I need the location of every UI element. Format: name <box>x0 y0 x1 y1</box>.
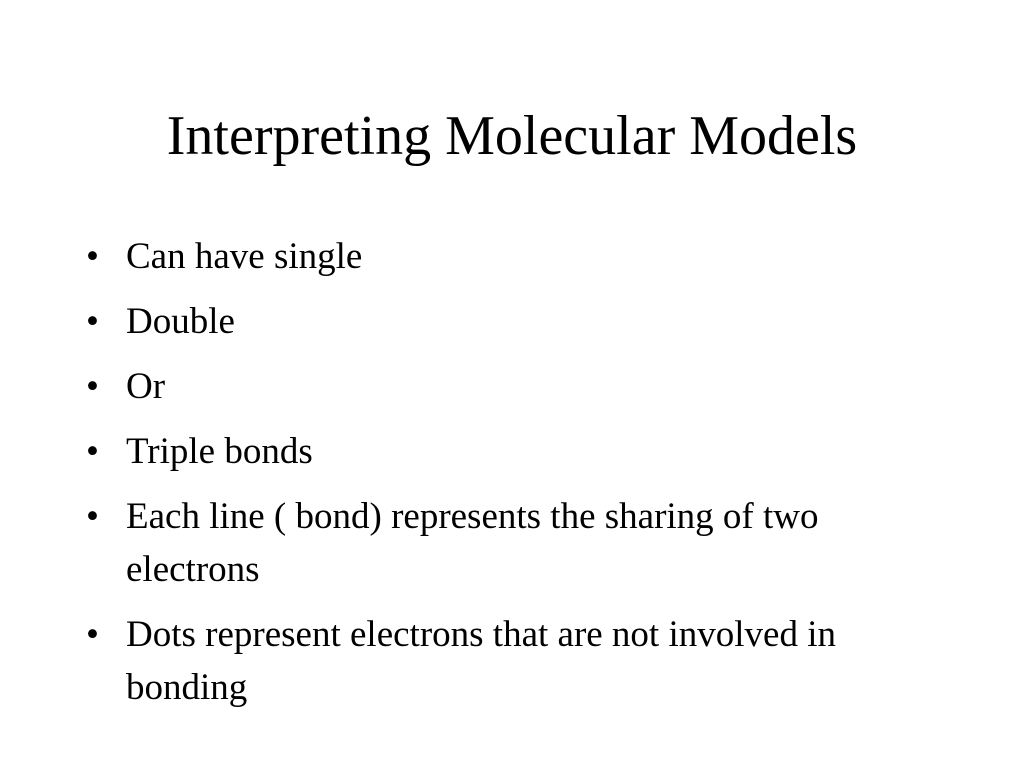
bullet-icon: • <box>86 431 99 472</box>
bullet-item <box>86 608 916 714</box>
bullet-text: Dots represent electrons that are not involved in bonding <box>126 614 836 708</box>
bullet-text: Or <box>126 366 166 407</box>
bullet-item <box>86 425 916 478</box>
bullet-text: Double <box>126 301 235 342</box>
bullet-text: Triple bonds <box>126 431 313 472</box>
bullet-icon: • <box>86 301 99 342</box>
bullet-item <box>86 230 916 283</box>
bullet-icon: • <box>86 496 99 537</box>
bullet-icon: • <box>86 614 99 655</box>
bullet-item <box>86 490 916 596</box>
bullet-list <box>86 230 916 726</box>
bullet-icon: • <box>86 236 99 277</box>
bullet-text: Each line ( bond) represents the sharing of two electrons <box>126 496 819 590</box>
bullet-icon: • <box>86 366 99 407</box>
bullet-item <box>86 360 916 413</box>
bullet-item <box>86 295 916 348</box>
bullet-text: Can have single <box>126 236 363 277</box>
slide-title: Interpreting Molecular Models <box>166 105 858 167</box>
